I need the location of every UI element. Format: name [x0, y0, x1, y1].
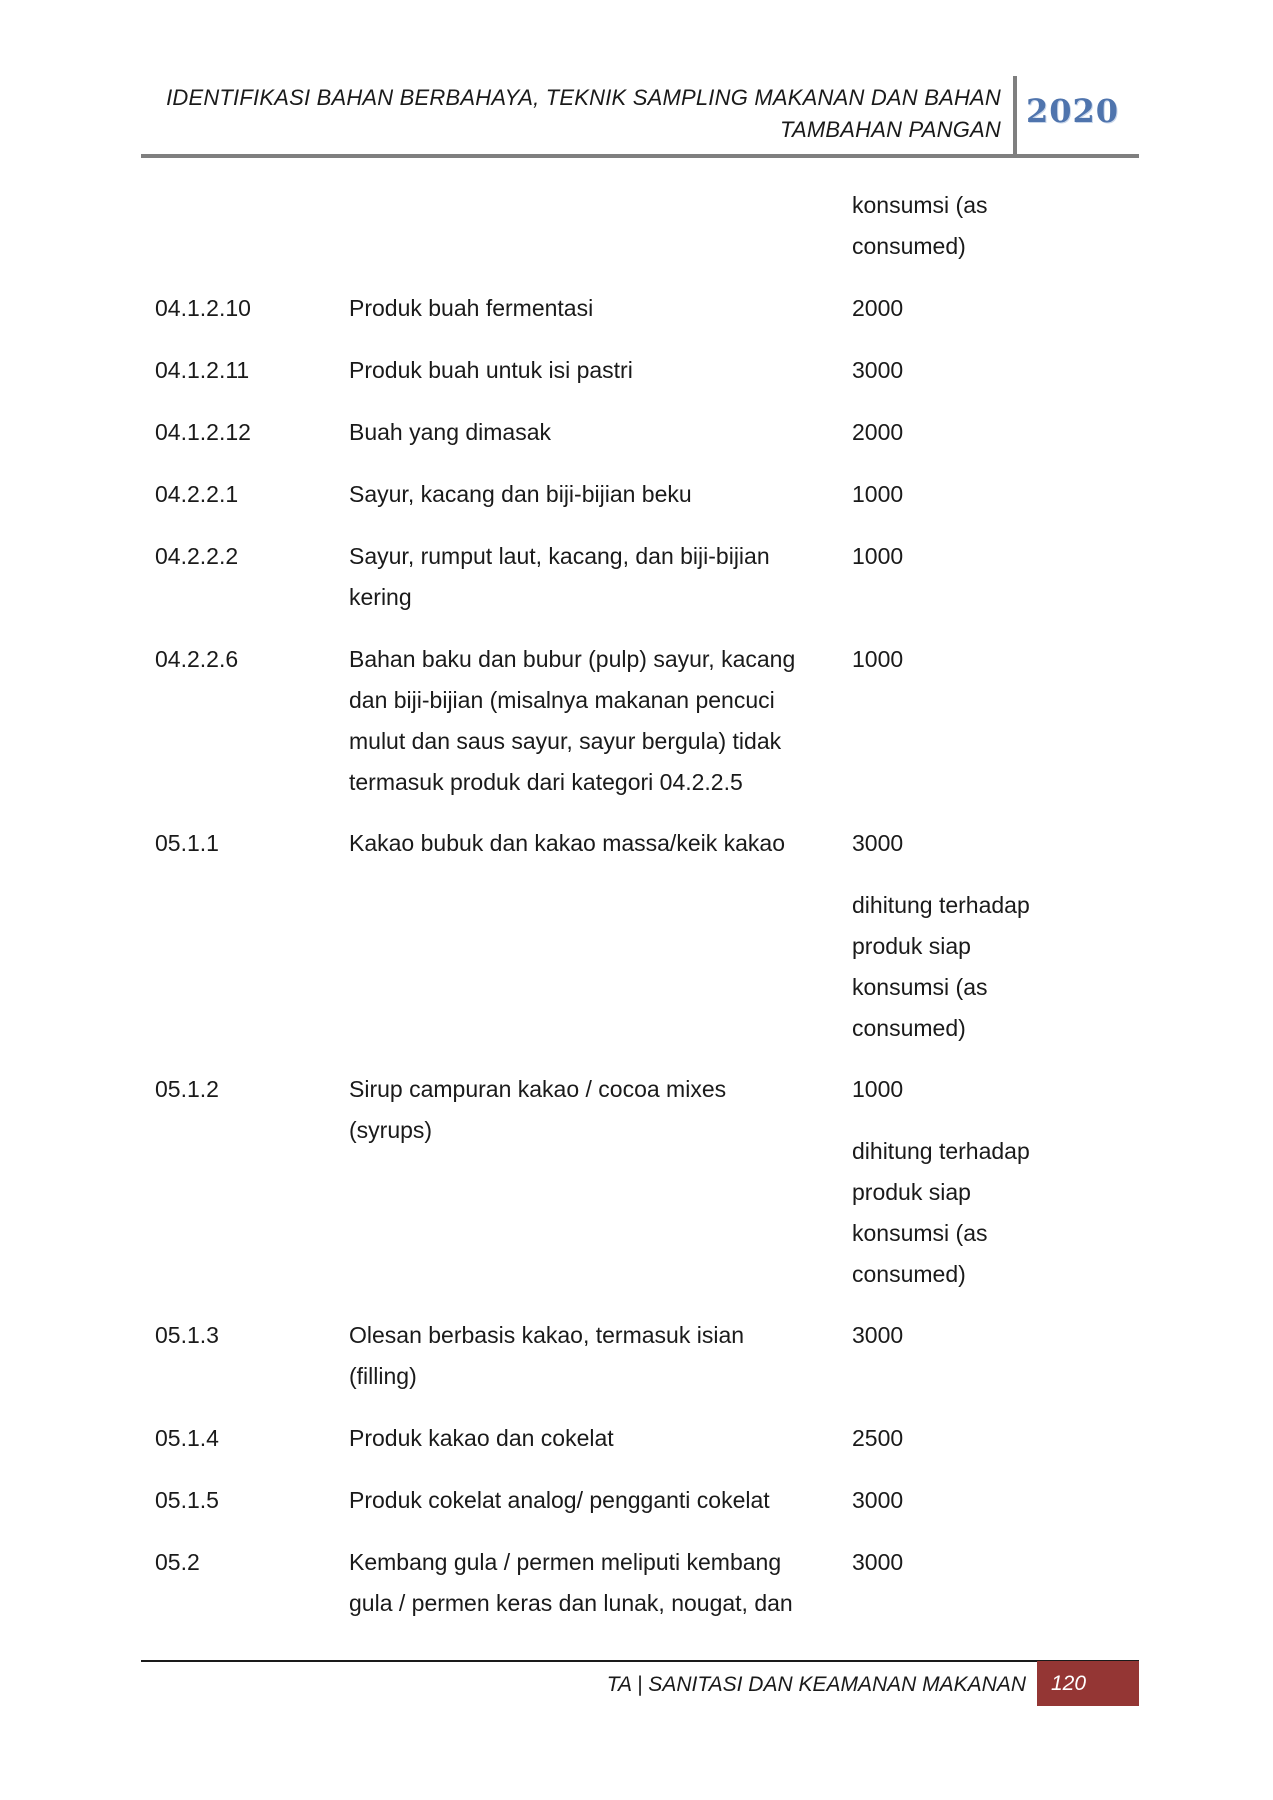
- description-line: Bahan baku dan bubur (pulp) sayur, kacang: [349, 646, 796, 672]
- category-description: [349, 1069, 819, 1151]
- max-value: 3000: [852, 1322, 904, 1348]
- max-value: 2500: [852, 1425, 904, 1451]
- description-line: Kakao bubuk dan kakao massa/keik kakao: [349, 830, 785, 856]
- category-description: [349, 536, 819, 618]
- category-code: 04.2.2.1: [155, 481, 239, 507]
- category-description: [349, 288, 819, 329]
- note-line: consumed): [852, 233, 966, 259]
- category-code: 05.2: [155, 1549, 200, 1575]
- max-value: 1000: [852, 543, 904, 569]
- note-line: consumed): [852, 1261, 966, 1287]
- description-line: Produk buah untuk isi pastri: [349, 357, 633, 383]
- category-description: [349, 350, 819, 391]
- description-line: kering: [349, 584, 412, 610]
- note-line: konsumsi (as: [852, 974, 988, 1000]
- footer-rule: [141, 1660, 1139, 1662]
- category-code: 04.2.2.6: [155, 646, 239, 672]
- value-cell: [852, 185, 1112, 267]
- category-code: 04.1.2.12: [155, 419, 251, 445]
- note-line: dihitung terhadap: [852, 892, 1030, 918]
- category-description: [349, 412, 819, 453]
- value-cell: [852, 639, 1112, 680]
- description-line: dan biji-bijian (misalnya makanan pencuci: [349, 687, 775, 713]
- max-value: 2000: [852, 295, 904, 321]
- value-cell: [852, 350, 1112, 391]
- note-line: dihitung terhadap: [852, 1138, 1030, 1164]
- description-line: mulut dan saus sayur, sayur bergula) tidak: [349, 728, 782, 754]
- value-cell: [852, 823, 1112, 1049]
- value-cell: [852, 1418, 1112, 1459]
- max-value: 2000: [852, 419, 904, 445]
- category-description: [349, 1480, 819, 1521]
- category-code: 04.1.2.11: [155, 357, 250, 383]
- category-description: [349, 639, 819, 803]
- max-value: 1000: [852, 1076, 904, 1102]
- category-code: 04.2.2.2: [155, 543, 239, 569]
- description-line: Kembang gula / permen meliputi kembang: [349, 1549, 782, 1575]
- header-title-line1: IDENTIFIKASI BAHAN BERBAHAYA, TEKNIK SAMPLING MAKANAN DAN BAHAN: [166, 85, 1001, 110]
- max-value: 3000: [852, 1549, 904, 1575]
- footer-text: TA | SANITASI DAN KEAMANAN MAKANAN: [606, 1673, 1026, 1696]
- description-line: Produk kakao dan cokelat: [349, 1425, 614, 1451]
- category-code: 05.1.4: [155, 1425, 219, 1451]
- category-description: [349, 1542, 819, 1624]
- header-year: 2020: [1026, 92, 1120, 130]
- value-cell: [852, 288, 1112, 329]
- category-code: 04.1.2.10: [155, 295, 251, 321]
- note-line: consumed): [852, 1015, 966, 1041]
- category-description: [349, 1315, 819, 1397]
- value-cell: [852, 1542, 1112, 1583]
- value-cell: [852, 1315, 1112, 1356]
- max-value: 3000: [852, 1487, 904, 1513]
- value-cell: [852, 1480, 1112, 1521]
- category-description: [349, 1418, 819, 1459]
- value-note: [852, 885, 1112, 1049]
- header-divider-vertical: [1013, 76, 1017, 156]
- note-line: konsumsi (as: [852, 192, 988, 218]
- description-line: Sayur, rumput laut, kacang, dan biji-bijian: [349, 543, 770, 569]
- value-note: [852, 1131, 1112, 1295]
- max-value: 1000: [852, 646, 904, 672]
- header-title-line2: TAMBAHAN PANGAN: [780, 117, 1001, 142]
- max-value: 3000: [852, 830, 904, 856]
- header-rule: [141, 154, 1139, 158]
- category-description: [349, 474, 819, 515]
- category-description: [349, 823, 819, 864]
- note-line: produk siap: [852, 1179, 971, 1205]
- description-line: Olesan berbasis kakao, termasuk isian: [349, 1322, 745, 1348]
- value-cell: [852, 536, 1112, 577]
- note-line: konsumsi (as: [852, 1220, 988, 1246]
- description-line: termasuk produk dari kategori 04.2.2.5: [349, 769, 743, 795]
- description-line: Buah yang dimasak: [349, 419, 552, 445]
- note-line: produk siap: [852, 933, 971, 959]
- value-cell: [852, 1069, 1112, 1295]
- description-line: (syrups): [349, 1117, 433, 1143]
- category-code: 05.1.2: [155, 1076, 219, 1102]
- value-cell: [852, 474, 1112, 515]
- header-title: [101, 82, 1001, 146]
- max-value: 1000: [852, 481, 904, 507]
- description-line: Produk buah fermentasi: [349, 295, 594, 321]
- category-code: 05.1.5: [155, 1487, 219, 1513]
- description-line: Sirup campuran kakao / cocoa mixes: [349, 1076, 727, 1102]
- max-value: 3000: [852, 357, 904, 383]
- description-line: Sayur, kacang dan biji-bijian beku: [349, 481, 692, 507]
- value-cell: [852, 412, 1112, 453]
- category-code: 05.1.3: [155, 1322, 219, 1348]
- description-line: (filling): [349, 1363, 417, 1389]
- page-number: 120: [1037, 1661, 1139, 1706]
- description-line: Produk cokelat analog/ pengganti cokelat: [349, 1487, 770, 1513]
- category-code: 05.1.1: [155, 830, 219, 856]
- description-line: gula / permen keras dan lunak, nougat, dan: [349, 1590, 793, 1616]
